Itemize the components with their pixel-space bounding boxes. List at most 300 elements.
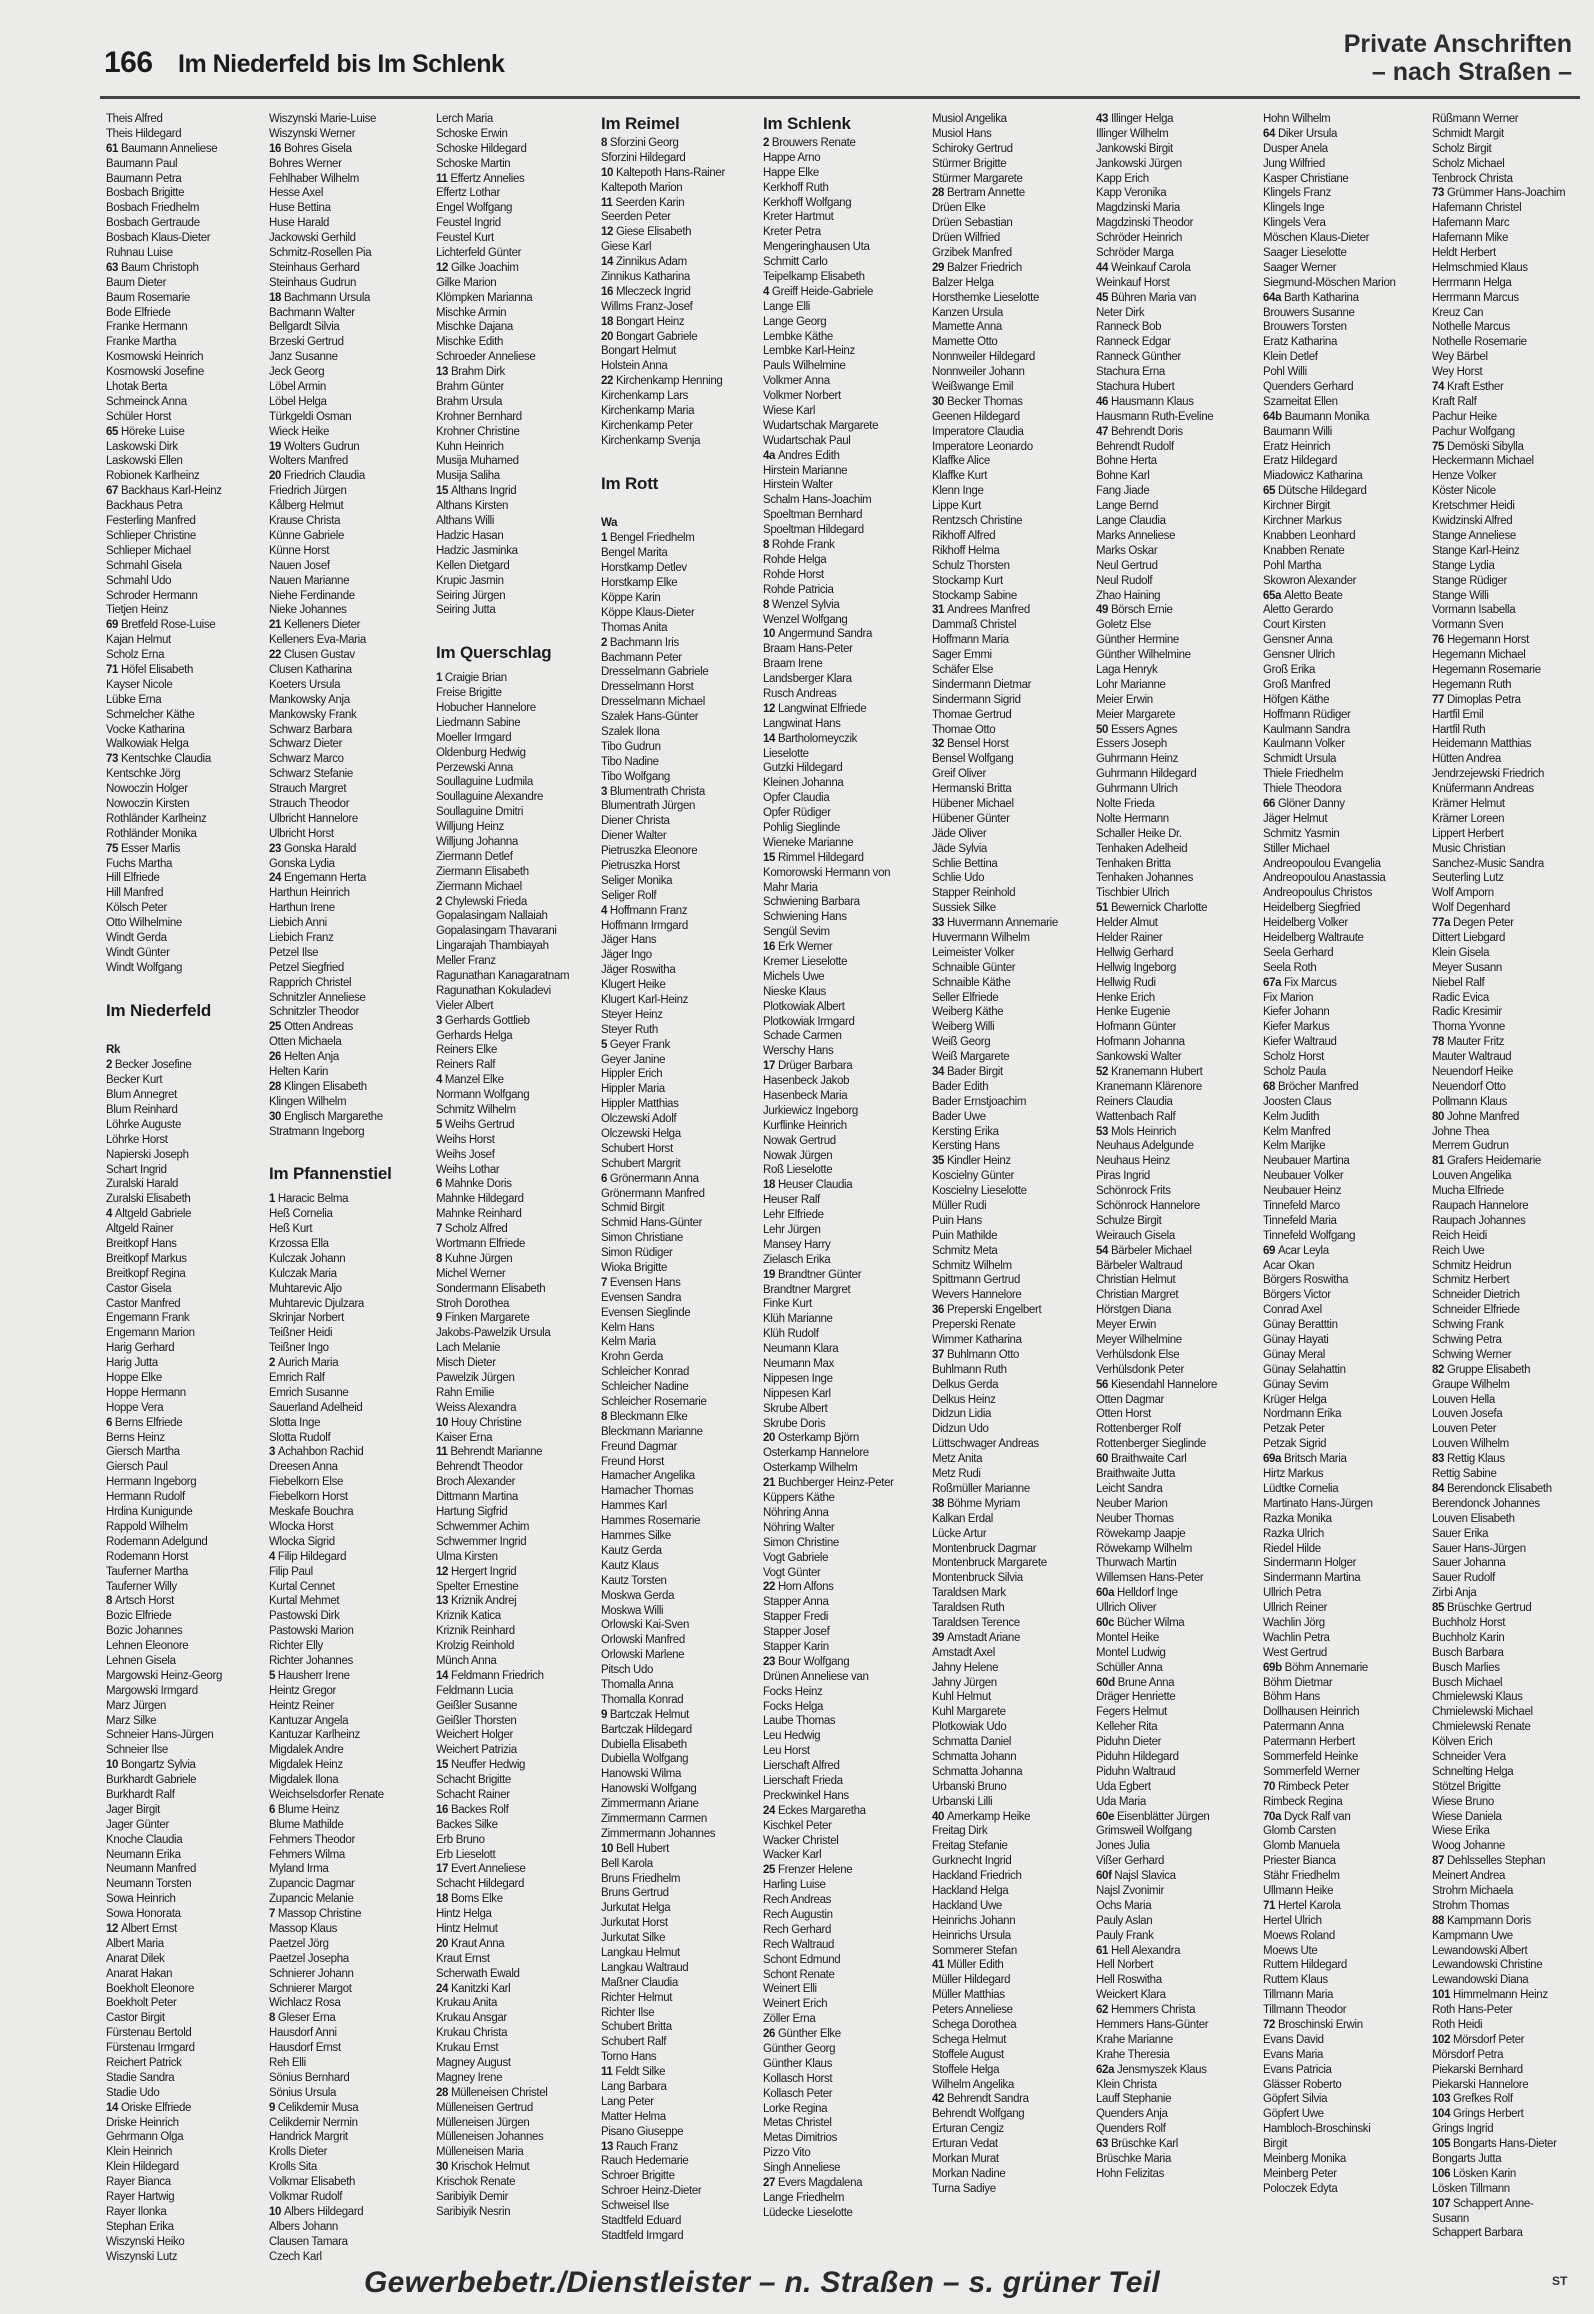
resident-entry: 60f Najsl Slavica	[1096, 1870, 1176, 1883]
resident-entry: Festerling Manfred	[106, 515, 196, 528]
resident-entry: Kellen Dietgard	[436, 559, 510, 572]
resident-entry: Fürstenau Bertold	[106, 2027, 192, 2040]
resident-entry: Müller Rudi	[932, 1200, 987, 1213]
resident-entry: Braam Irene	[763, 658, 823, 671]
resident-entry: Heidelberg Siegfried	[1263, 902, 1361, 915]
resident-entry: Hohn Wilhelm	[1263, 113, 1331, 125]
resident-entry: Wachlin Petra	[1263, 1631, 1330, 1644]
resident-entry: Mülleneisen Maria	[436, 2146, 524, 2159]
resident-entry: 13 Rauch Franz	[601, 2140, 678, 2153]
resident-entry: Erb Lieselott	[436, 1848, 496, 1861]
resident-entry: Finke Kurt	[763, 1298, 812, 1311]
resident-entry: Grings Ingrid	[1432, 2123, 1494, 2136]
resident-entry: Schmatta Johann	[932, 1750, 1017, 1763]
resident-entry: 8 Wenzel Sylvia	[763, 598, 840, 611]
resident-entry: Krohner Christine	[436, 425, 520, 438]
resident-entry: Heß Cornelia	[269, 1208, 333, 1221]
resident-entry: Weiberg Willi	[932, 1021, 995, 1034]
resident-entry: Wacker Christel	[763, 1834, 839, 1847]
resident-entry: Kaulmann Sandra	[1263, 723, 1350, 736]
resident-entry: 16 Erk Werner	[763, 941, 833, 954]
resident-entry: Kersting Hans	[932, 1140, 1000, 1153]
resident-entry: Börgers Roswitha	[1263, 1274, 1349, 1287]
resident-entry: 16 Backes Rolf	[436, 1803, 509, 1816]
resident-entry: 26 Helten Anja	[269, 1051, 339, 1064]
resident-entry: 106 Lösken Karin	[1432, 2167, 1516, 2180]
resident-entry: Massop Klaus	[269, 1922, 338, 1935]
resident-entry: Kerkhoff Ruth	[763, 181, 829, 194]
resident-entry: 53 Mols Heinrich	[1096, 1125, 1177, 1138]
resident-entry: Krzossa Ella	[269, 1238, 329, 1251]
resident-entry: Chmielewski Michael	[1432, 1706, 1533, 1719]
resident-entry: Wey Bärbel	[1432, 351, 1488, 364]
resident-entry: Schröder Heinrich	[1096, 232, 1183, 245]
resident-entry: Krukau Anita	[436, 1997, 498, 2010]
resident-entry: Drünen Anneliese van	[763, 1670, 869, 1683]
resident-entry: Louven Wilhelm	[1432, 1438, 1509, 1451]
resident-entry: Geenen Hildegard	[932, 410, 1020, 423]
resident-entry: Günay Hayati	[1263, 1334, 1329, 1347]
resident-entry: Boekholt Eleonore	[106, 1982, 195, 1995]
resident-entry: Focks Heinz	[763, 1685, 823, 1698]
resident-entry: Gehrmann Olga	[106, 2131, 184, 2144]
resident-entry: Schubert Margrit	[601, 1157, 681, 1170]
resident-entry: Schleicher Rosemarie	[601, 1396, 707, 1409]
resident-entry: Röwekamp Jaapje	[1096, 1527, 1186, 1540]
resident-entry: Koscielny Lieselotte	[932, 1185, 1027, 1198]
resident-entry: 24 Eckes Margaretha	[763, 1804, 866, 1817]
resident-entry: Hackland Helga	[932, 1884, 1009, 1897]
resident-entry: Kelm Maria	[601, 1336, 656, 1349]
resident-entry: Stachura Erna	[1096, 366, 1165, 379]
resident-entry: Seliger Monika	[601, 874, 673, 887]
resident-entry: Kranemann Klärenore	[1096, 1080, 1202, 1093]
resident-entry: Oldenburg Hedwig	[436, 746, 526, 759]
resident-entry: Schwing Frank	[1432, 1319, 1504, 1332]
resident-entry: 25 Otten Andreas	[269, 1021, 353, 1034]
resident-entry: Peters Anneliese	[932, 2004, 1013, 2017]
resident-entry: 14 Zinnikus Adam	[601, 256, 687, 269]
resident-entry: 8 Kuhne Jürgen	[436, 1252, 513, 1265]
resident-entry: Hütten Andrea	[1432, 753, 1501, 766]
resident-entry: Nolte Frieda	[1096, 797, 1155, 810]
resident-entry: Pauly Aslan	[1096, 1914, 1153, 1927]
resident-entry: 18 Heuser Claudia	[763, 1179, 853, 1192]
resident-entry: Landsberger Klara	[763, 673, 852, 686]
resident-entry: Pietruszka Eleonore	[601, 845, 698, 858]
resident-entry: Schwarz Marco	[269, 753, 344, 766]
resident-entry: Bozic Elfriede	[106, 1610, 172, 1623]
resident-entry: Bozic Johannes	[106, 1625, 183, 1638]
resident-entry: Stapper Reinhold	[932, 887, 1016, 900]
resident-entry: Bruns Friedhelm	[601, 1872, 681, 1885]
resident-entry: Moeller Irmgard	[436, 731, 512, 744]
resident-entry: 65 Dütsche Hildegard	[1263, 485, 1367, 498]
resident-entry: Backhaus Petra	[106, 500, 183, 513]
resident-entry: Stratmann Ingeborg	[269, 1125, 365, 1138]
resident-entry: Günay Meral	[1263, 1348, 1325, 1361]
resident-entry: Tillmann Theodor	[1263, 2004, 1347, 2017]
resident-entry: Thomas Anita	[601, 621, 668, 634]
resident-entry: Braithwaite Jutta	[1096, 1468, 1176, 1481]
resident-entry: Kersting Erika	[932, 1125, 999, 1138]
resident-entry: 27 Evers Magdalena	[763, 2177, 863, 2190]
resident-entry: Schmidt Margit	[1432, 127, 1504, 140]
resident-entry: 5 Weihs Gertrud	[436, 1118, 515, 1131]
resident-entry: Behrendt Rudolf	[1096, 440, 1174, 453]
resident-entry: Verhülsdonk Else	[1096, 1348, 1180, 1361]
resident-entry: 10 Bongartz Sylvia	[106, 1759, 196, 1772]
resident-entry: 60a Helldorf Inge	[1096, 1587, 1178, 1600]
resident-entry: Heintz Reiner	[269, 1699, 335, 1712]
resident-entry: Ziermann Michael	[436, 880, 522, 893]
resident-entry: Lohr Marianne	[1096, 678, 1166, 691]
resident-entry: Börgers Victor	[1263, 1289, 1331, 1302]
resident-entry: 39 Amstadt Ariane	[932, 1631, 1021, 1644]
resident-entry: Maßner Claudia	[601, 1976, 678, 1989]
resident-entry: Fegers Helmut	[1096, 1706, 1167, 1719]
resident-entry: Drüen Wilfried	[932, 232, 1000, 245]
column-spacer	[106, 1029, 266, 1044]
resident-entry: Wenzel Wolfgang	[763, 613, 848, 626]
resident-entry: Sindermann Martina	[1263, 1572, 1361, 1585]
resident-entry: Skrube Albert	[763, 1402, 828, 1415]
resident-entry: Poloczek Edyta	[1263, 2182, 1338, 2195]
resident-entry: 20 Osterkamp Björn	[763, 1432, 859, 1445]
resident-entry: Windt Wolfgang	[106, 961, 183, 974]
resident-entry: Schubert Horst	[601, 1142, 673, 1155]
resident-entry: Friedrich Jürgen	[269, 485, 347, 498]
resident-entry: Bohne Herta	[1096, 455, 1157, 468]
resident-entry: Schega Helmut	[932, 2033, 1007, 2046]
resident-entry: 69 Acar Leyla	[1263, 1244, 1329, 1257]
resident-entry: Schweisel Ilse	[601, 2200, 669, 2213]
resident-entry: Hammes Rosemarie	[601, 1515, 701, 1528]
resident-entry: Tinnefeld Maria	[1263, 1214, 1337, 1227]
resident-entry: Rothländer Karlheinz	[106, 812, 207, 825]
resident-entry: Soullaguine Ludmila	[436, 776, 533, 789]
resident-entry: Stephan Erika	[106, 2220, 174, 2233]
resident-entry: Weiberg Käthe	[932, 1006, 1004, 1019]
resident-entry: Hammes Karl	[601, 1500, 667, 1513]
resident-entry: Göpfert Uwe	[1263, 2108, 1324, 2121]
resident-entry: 2 Bachmann Iris	[601, 636, 679, 649]
resident-entry: Hackland Uwe	[932, 1899, 1002, 1912]
resident-entry: 28 Mülleneisen Christel	[436, 2086, 548, 2099]
resident-entry: Pauls Wilhelmine	[763, 360, 846, 373]
resident-entry: Volkmar Elisabeth	[269, 2176, 356, 2189]
resident-entry: Magdzinski Theodor	[1096, 217, 1194, 230]
resident-entry: Busch Barbara	[1432, 1646, 1504, 1659]
footer-note: Gewerbebetr./Dienstleister – n. Straßen – s. grüner Teil	[364, 2266, 1160, 2299]
resident-entry: Brouwers Torsten	[1263, 321, 1347, 334]
resident-entry: Schwarz Stefanie	[269, 768, 353, 781]
resident-entry: Weichert Patrizia	[436, 1744, 517, 1757]
resident-entry: Schmitz Wilhelm	[932, 1259, 1012, 1272]
resident-entry: Nauen Marianne	[269, 574, 350, 587]
resident-entry: Kleinen Johanna	[763, 777, 844, 790]
resident-entry: Schnitzler Anneliese	[269, 991, 366, 1004]
resident-entry: Schnierer Margot	[269, 1982, 352, 1995]
resident-entry: Vormann Isabella	[1432, 604, 1516, 617]
resident-entry: Schacht Brigitte	[436, 1774, 511, 1787]
resident-entry: Rauch Hedemarie	[601, 2155, 689, 2168]
resident-entry: 34 Bader Birgit	[932, 1066, 1003, 1078]
resident-entry: Wiese Karl	[763, 405, 816, 418]
resident-entry: Saribiyik Demir	[436, 2191, 509, 2204]
resident-entry: Jeck Georg	[269, 366, 325, 379]
resident-entry: Meskafe Bouchra	[269, 1506, 354, 1519]
resident-entry: Henze Volker	[1432, 470, 1497, 483]
resident-entry: 60c Bücher Wilma	[1096, 1616, 1185, 1629]
resident-entry: Margowski Heinz-Georg	[106, 1669, 222, 1682]
resident-entry: Reiners Elke	[436, 1044, 497, 1057]
resident-entry: Piekarski Bernhard	[1432, 2063, 1523, 2076]
resident-entry: 62a Jensmyszek Klaus	[1096, 2063, 1207, 2076]
resident-entry: Louven Hella	[1432, 1393, 1495, 1406]
resident-entry: Osterkamp Hannelore	[763, 1447, 869, 1460]
resident-entry: Matter Helma	[601, 2110, 666, 2123]
resident-entry: Nieske Klaus	[763, 985, 826, 998]
resident-entry: Schwing Petra	[1432, 1334, 1502, 1347]
resident-entry: Liebich Anni	[269, 917, 327, 930]
resident-entry: Stoffele Helga	[932, 2063, 1000, 2076]
resident-entry: Skrube Doris	[763, 1417, 826, 1430]
resident-entry: Piduhn Dieter	[1096, 1736, 1162, 1749]
resident-entry: Wiszynski Lutz	[106, 2250, 178, 2263]
resident-entry: Rusch Andreas	[763, 687, 837, 700]
resident-entry: 47 Behrendt Doris	[1096, 425, 1183, 438]
resident-entry: Jahny Jürgen	[932, 1676, 997, 1689]
resident-entry: 16 Bohres Gisela	[269, 142, 352, 155]
resident-entry: Graupe Wilhelm	[1432, 1378, 1510, 1391]
resident-entry: 11 Feldt Silke	[601, 2066, 666, 2079]
resident-entry: Rimbeck Regina	[1263, 1795, 1343, 1808]
resident-entry: 77a Degen Peter	[1432, 917, 1514, 930]
resident-entry: Jäger Helmut	[1263, 812, 1328, 825]
resident-entry: Weinkauf Horst	[1096, 276, 1170, 289]
resident-entry: Petzel Siegfried	[269, 961, 344, 974]
resident-entry: Stockamp Sabine	[932, 589, 1017, 602]
resident-entry: Schoske Erwin	[436, 127, 508, 140]
resident-entry: Morkan Murat	[932, 2153, 999, 2166]
resident-entry: Stötzel Brigitte	[1432, 1780, 1501, 1793]
resident-entry: Jäde Oliver	[932, 827, 987, 840]
resident-entry: Uda Maria	[1096, 1795, 1146, 1808]
resident-entry: Michel Werner	[436, 1267, 506, 1280]
resident-entry: Herrmann Marcus	[1432, 291, 1519, 304]
resident-entry: Kelm Judith	[1263, 1110, 1320, 1123]
resident-entry: Seuterling Lutz	[1432, 872, 1504, 885]
resident-entry: 63 Brüschke Karl	[1096, 2138, 1178, 2151]
resident-entry: Guhrmann Ulrich	[1096, 783, 1178, 796]
directory-column-1	[106, 112, 266, 2264]
resident-entry: Rapprich Christel	[269, 976, 352, 989]
resident-entry: Slotta Inge	[269, 1416, 321, 1429]
resident-entry: Koscielny Günter	[932, 1170, 1014, 1183]
resident-entry: Muhtarevic Djulzara	[269, 1297, 364, 1310]
resident-entry: Leicht Sandra	[1096, 1482, 1163, 1495]
resident-entry: Rahn Emilie	[436, 1386, 495, 1399]
resident-entry: Feustel Ingrid	[436, 217, 501, 230]
resident-entry: Seller Elfriede	[932, 991, 999, 1004]
resident-entry: Hirtz Markus	[1263, 1468, 1324, 1481]
resident-entry: Schart Ingrid	[106, 1163, 167, 1176]
resident-entry: Schroer Brigitte	[601, 2170, 675, 2183]
directory-column-7	[1096, 112, 1256, 2182]
resident-entry: 52 Kranemann Hubert	[1096, 1066, 1203, 1078]
resident-entry: Klingels Franz	[1263, 187, 1331, 200]
resident-entry: Raupach Johannes	[1432, 1214, 1526, 1227]
resident-entry: Steyer Ruth	[601, 1023, 658, 1036]
street-heading: Im Pfannenstiel	[269, 1164, 392, 1184]
resident-entry: Schmitz Wilhelm	[436, 1104, 516, 1116]
resident-entry: Breitkopf Markus	[106, 1252, 187, 1265]
resident-entry: Magney Irene	[436, 2071, 503, 2084]
resident-entry: Lembke Käthe	[763, 330, 833, 343]
resident-entry: Meier Erwin	[1096, 693, 1153, 706]
resident-entry: 4 Hoffmann Franz	[601, 904, 688, 917]
resident-entry: Althans Kirsten	[436, 500, 509, 513]
resident-entry: Engemann Marion	[106, 1327, 195, 1340]
resident-entry: Schäfer Else	[932, 663, 993, 676]
resident-entry: Schacht Hildegard	[436, 1878, 525, 1891]
resident-entry: Marz Jürgen	[106, 1699, 167, 1712]
resident-entry: Schwiening Barbara	[763, 896, 860, 909]
resident-entry: 37 Buhlmann Otto	[932, 1348, 1020, 1361]
resident-entry: Groß Erika	[1263, 663, 1316, 676]
resident-entry: Thomae Otto	[932, 723, 996, 736]
resident-entry: 3 Gerhards Gottlieb	[436, 1014, 530, 1027]
resident-entry: Giersch Martha	[106, 1446, 180, 1459]
resident-entry: Driske Heinrich	[106, 2116, 179, 2129]
resident-entry: Herrmann Helga	[1432, 276, 1512, 289]
resident-entry: 44 Weinkauf Carola	[1096, 261, 1191, 274]
resident-entry: Kanzen Ursula	[932, 306, 1003, 319]
resident-entry: Louven Josefa	[1432, 1408, 1503, 1421]
resident-entry: Knüfermann Andreas	[1432, 783, 1534, 796]
resident-entry: Löbel Helga	[269, 395, 327, 408]
resident-entry: Wiszynski Marie-Luise	[269, 113, 377, 125]
resident-entry: Kapp Veronika	[1096, 187, 1167, 200]
resident-entry: Piduhn Waltraud	[1096, 1765, 1176, 1778]
resident-entry: Tenbrock Christa	[1432, 172, 1513, 185]
resident-entry: Schulze Birgit	[1096, 1214, 1162, 1227]
resident-entry: Spoeltman Hildegard	[763, 524, 864, 537]
resident-entry: Strohm Thomas	[1432, 1899, 1510, 1912]
resident-entry: Heidelberg Waltraute	[1263, 931, 1364, 944]
resident-entry: Zhao Haining	[1096, 589, 1161, 602]
resident-entry: Fix Marion	[1263, 991, 1314, 1004]
resident-entry: 9 Bartczak Helmut	[601, 1708, 690, 1721]
resident-entry: Seela Gerhard	[1263, 946, 1334, 959]
resident-entry: Müller Hildegard	[932, 1974, 1011, 1987]
resident-entry: Wiszynski Werner	[269, 127, 356, 140]
resident-entry: Kiefer Johann	[1263, 1006, 1330, 1019]
resident-entry: Wolf Degenhard	[1432, 902, 1510, 915]
resident-entry: 17 Evert Anneliese	[436, 1863, 526, 1876]
resident-entry: Walkowiak Helga	[106, 738, 189, 751]
resident-entry: 14 Feldmann Friedrich	[436, 1669, 544, 1682]
resident-entry: Seerden Peter	[601, 211, 671, 224]
resident-entry: Hanowski Wilma	[601, 1768, 682, 1781]
resident-entry: Migdalek Ilona	[269, 1774, 339, 1787]
resident-entry: Meller Franz	[436, 955, 496, 968]
resident-entry: Hell Norbert	[1096, 1959, 1154, 1972]
resident-entry: Schwarz Barbara	[269, 723, 352, 736]
resident-entry: Lange Bernd	[1096, 500, 1159, 513]
resident-entry: Volkmer Norbert	[763, 390, 841, 403]
resident-entry: 20 Bongart Gabriele	[601, 330, 698, 343]
resident-entry: Reh Elli	[269, 2057, 306, 2069]
resident-entry: Krahe Marianne	[1096, 2033, 1173, 2046]
resident-entry: Soullaguine Alexandre	[436, 791, 544, 804]
resident-entry: 12 Hergert Ingrid	[436, 1565, 517, 1578]
resident-entry: Kirchenkamp Lars	[601, 390, 689, 403]
resident-entry: 56 Kiesendahl Hannelore	[1096, 1378, 1218, 1391]
resident-entry: Schoske Hildegard	[436, 142, 527, 155]
resident-entry: 12 Albert Ernst	[106, 1922, 177, 1935]
resident-entry: Spoeltman Bernhard	[763, 509, 863, 522]
resident-entry: Lehr Elfriede	[763, 1209, 824, 1222]
resident-entry: 33 Huvermann Annemarie	[932, 917, 1058, 930]
resident-entry: Kasper Christiane	[1263, 172, 1349, 185]
resident-entry: Reiners Claudia	[1096, 1095, 1173, 1108]
resident-entry: Schönrock Frits	[1096, 1185, 1171, 1198]
resident-entry: Brouwers Susanne	[1263, 306, 1355, 319]
resident-entry: Hemmers Hans-Günter	[1096, 2019, 1209, 2031]
directory-column-5	[763, 112, 923, 2221]
resident-entry: Richter Helmut	[601, 1991, 673, 2004]
resident-entry: Evans Maria	[1263, 2048, 1324, 2061]
resident-entry: Szameitat Ellen	[1263, 395, 1338, 408]
resident-entry: Rikhoff Alfred	[932, 529, 996, 542]
resident-entry: Wudartschak Paul	[763, 434, 851, 447]
resident-entry: 7 Massop Christine	[269, 1908, 362, 1921]
resident-entry: 25 Frenzer Helene	[763, 1864, 853, 1877]
resident-entry: Kantuzar Angela	[269, 1714, 349, 1727]
resident-entry: Preckwinkel Hans	[763, 1789, 849, 1802]
resident-entry: Neuhaus Adelgunde	[1096, 1140, 1194, 1153]
corner-code: ST	[1552, 2274, 1568, 2288]
resident-entry: Pohl Willi	[1263, 366, 1307, 379]
resident-entry: Gilke Marion	[436, 276, 497, 289]
resident-entry: 11 Seerden Karin	[601, 196, 685, 209]
resident-entry: Bosbach Klaus-Dieter	[106, 232, 211, 245]
resident-entry: Rentzsch Christine	[932, 515, 1023, 528]
resident-entry: 9 Celikdemir Musa	[269, 2101, 359, 2114]
resident-entry: Günay Selahattin	[1263, 1363, 1346, 1376]
resident-entry: Krohn Gerda	[601, 1351, 663, 1364]
column-spacer	[106, 976, 266, 991]
resident-entry: Sönius Ursula	[269, 2086, 337, 2099]
resident-entry: Louven Elisabeth	[1432, 1512, 1515, 1525]
resident-entry: Jäde Sylvia	[932, 842, 987, 855]
resident-entry: Schappert Barbara	[1432, 2227, 1523, 2240]
resident-entry: 64a Barth Katharina	[1263, 291, 1359, 304]
resident-entry: Lehnen Eleonore	[106, 1640, 189, 1653]
resident-entry: Busch Marlies	[1432, 1661, 1500, 1674]
resident-entry: Schont Edmund	[763, 1953, 841, 1966]
resident-entry: Metz Anita	[932, 1453, 983, 1466]
resident-entry: Piduhn Hildegard	[1096, 1750, 1179, 1763]
resident-entry: Sauer Johanna	[1432, 1557, 1506, 1570]
resident-entry: Orlowski Manfred	[601, 1634, 685, 1647]
resident-entry: Zöller Erna	[763, 2013, 816, 2026]
resident-entry: Stoffele August	[932, 2048, 1004, 2061]
resident-entry: Ruttem Hildegard	[1263, 1959, 1347, 1972]
resident-entry: Rikhoff Helma	[932, 544, 1000, 557]
